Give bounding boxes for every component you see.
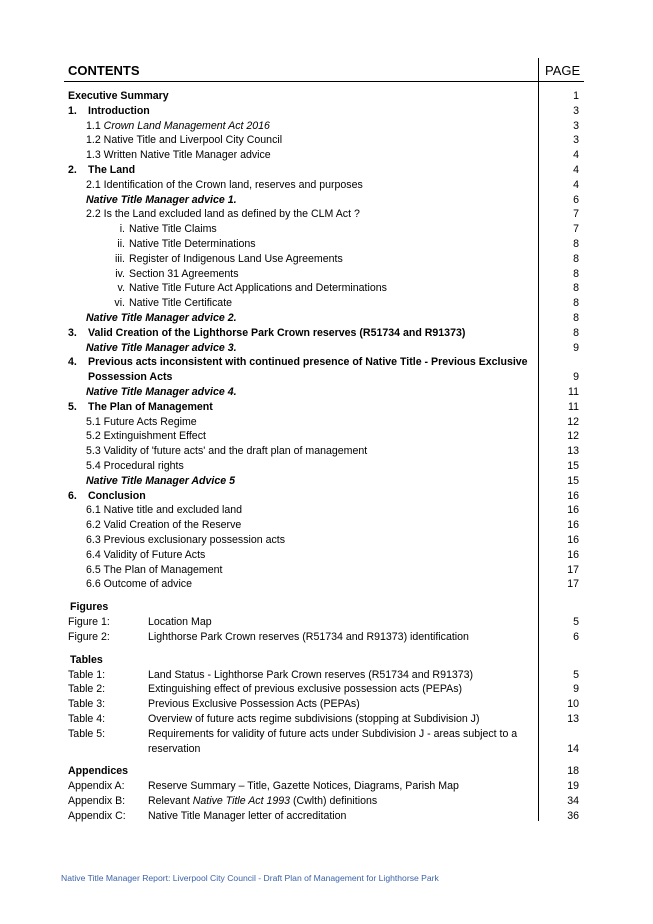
appendix-entry-a[interactable]: [0, 779, 653, 794]
toc-entry-section-2[interactable]: [0, 163, 653, 178]
toc-title: Native Title Claims: [129, 223, 217, 236]
table-entry-5[interactable]: [0, 727, 653, 757]
table-label: Table 2:: [68, 683, 106, 696]
toc-roman: ii.: [117, 237, 125, 250]
toc-page: 3: [573, 104, 579, 117]
toc-number: 3.: [68, 326, 77, 339]
toc-entry-section-5[interactable]: [0, 400, 653, 415]
tables-heading: Tables: [70, 653, 103, 666]
figure-desc: Lighthorse Park Crown reserves (R51734 and R91373) identification: [148, 630, 469, 643]
toc-entry-section-4[interactable]: [0, 355, 653, 370]
toc-entry-2-2-v[interactable]: [0, 281, 653, 296]
table-desc: Overview of future acts regime subdivisions (stopping at Subdivision J): [148, 713, 480, 726]
toc-title: Native Title Manager advice 1.: [86, 193, 237, 206]
toc-title: 1.2 Native Title and Liverpool City Council: [86, 134, 283, 147]
toc-title: Conclusion: [88, 489, 146, 502]
toc-page: 17: [567, 578, 579, 591]
toc-title: 5.4 Procedural rights: [86, 459, 184, 472]
toc-title: Previous acts inconsistent with continued presence of Native Title - Previous Exclusive: [88, 356, 528, 369]
toc-entry-2-2-iv[interactable]: [0, 267, 653, 282]
toc-page: 13: [567, 713, 579, 726]
figure-desc: Location Map: [148, 616, 212, 629]
toc-page: 3: [573, 134, 579, 147]
toc-entry-section-6[interactable]: [0, 489, 653, 504]
toc-page: 4: [573, 178, 579, 191]
appendix-desc: Reserve Summary – Title, Gazette Notices, Diagrams, Parish Map: [148, 780, 459, 793]
figure-entry-2[interactable]: [0, 630, 653, 645]
toc-page: 16: [567, 504, 579, 517]
toc-page: 10: [567, 698, 579, 711]
toc-entry-advice-5[interactable]: [0, 474, 653, 489]
toc-title: Register of Indigenous Land Use Agreements: [129, 252, 343, 265]
appendix-entry-b[interactable]: [0, 794, 653, 809]
toc-entry-6-3[interactable]: [0, 533, 653, 548]
toc-page: 15: [567, 474, 579, 487]
toc-title: The Land: [88, 163, 136, 176]
header-rule: [64, 81, 584, 82]
toc-page: 8: [573, 252, 579, 265]
appendix-desc-post: (Cwlth) definitions: [290, 795, 378, 808]
toc-entry-5-3[interactable]: [0, 444, 653, 459]
appendix-desc-pre: Relevant: [148, 795, 193, 808]
toc-page: 16: [567, 548, 579, 561]
toc-page: 7: [573, 223, 579, 236]
toc-page: 12: [567, 430, 579, 443]
toc-entry-2-2-ii[interactable]: [0, 237, 653, 252]
toc-page: 11: [568, 400, 579, 413]
toc-entry-1-3[interactable]: [0, 148, 653, 163]
toc-page: 4: [573, 149, 579, 162]
table-entry-4[interactable]: [0, 712, 653, 727]
toc-entry-section-1[interactable]: [0, 104, 653, 119]
toc-entry-6-2[interactable]: [0, 518, 653, 533]
toc-page: 16: [567, 489, 579, 502]
toc-page: 8: [573, 297, 579, 310]
toc-page: 8: [573, 282, 579, 295]
toc-title: Native Title Manager advice 4.: [86, 385, 237, 398]
toc-entry-advice-4[interactable]: [0, 385, 653, 400]
toc-number: 5.: [68, 400, 77, 413]
toc-number: 1.: [68, 104, 77, 117]
toc-page: 16: [567, 533, 579, 546]
toc-page: 16: [567, 519, 579, 532]
toc-entry-advice-1[interactable]: [0, 193, 653, 208]
table-label: Table 5:: [68, 727, 106, 740]
toc-entry-2-2-i[interactable]: [0, 222, 653, 237]
toc-page: 8: [573, 237, 579, 250]
appendix-entry-c[interactable]: [0, 809, 653, 824]
toc-roman: iii.: [114, 252, 125, 265]
table-desc: Requirements for validity of future acts under Subdivision J - areas subject to a reservation: [148, 727, 518, 755]
toc-title: Native Title Manager advice 2.: [86, 311, 237, 324]
toc-title: Executive Summary: [68, 90, 169, 102]
toc-title: 1.3 Written Native Title Manager advice: [86, 149, 271, 162]
toc-roman: vi.: [114, 297, 125, 310]
toc-page: 5: [573, 668, 579, 681]
toc-title: 6.6 Outcome of advice: [86, 578, 192, 591]
table-label: Table 3:: [68, 698, 106, 711]
toc-entry-5-2[interactable]: [0, 429, 653, 444]
toc-entry-6-1[interactable]: [0, 503, 653, 518]
toc-entry-6-6[interactable]: [0, 577, 653, 592]
toc-page: 13: [567, 445, 579, 458]
toc-title: 5.3 Validity of 'future acts' and the draft plan of management: [86, 445, 368, 458]
toc-number: 6.: [68, 489, 77, 502]
toc-page: 9: [573, 341, 579, 354]
toc-page: 11: [568, 385, 579, 398]
toc-title: Crown Land Management Act 2016: [103, 119, 270, 132]
toc-entry-advice-3[interactable]: [0, 341, 653, 356]
table-entry-1[interactable]: [0, 668, 653, 683]
toc-title-continued: Possession Acts: [88, 371, 173, 384]
toc-title: 6.2 Valid Creation of the Reserve: [86, 519, 242, 532]
appendices-heading[interactable]: Appendices 18: [68, 765, 579, 778]
toc-entry-section-3[interactable]: [0, 326, 653, 341]
toc-title: 5.1 Future Acts Regime: [86, 415, 197, 428]
toc-page: 34: [567, 795, 579, 808]
figure-label: Figure 1:: [68, 616, 110, 629]
toc-title: Valid Creation of the Lighthorse Park Crown reserves (R51734 and R91373): [88, 326, 466, 339]
toc-page: 6: [573, 630, 579, 643]
page-footer: Native Title Manager Report: Liverpool City Council - Draft Plan of Management for Lighthorse Park: [61, 873, 439, 883]
table-of-contents: [0, 89, 653, 824]
toc-page: 15: [567, 459, 579, 472]
toc-title: 2.2 Is the Land excluded land as defined by the CLM Act ?: [86, 208, 360, 221]
table-label: Table 4:: [68, 713, 106, 726]
appendix-label: Appendix C:: [68, 810, 126, 823]
toc-title: Native Title Manager Advice 5: [86, 474, 235, 487]
table-entry-3[interactable]: [0, 697, 653, 712]
toc-number: 4.: [68, 356, 77, 369]
table-desc: Previous Exclusive Possession Acts (PEPAs): [148, 698, 360, 711]
page-column-heading: PAGE: [545, 63, 581, 78]
toc-entry-5-4[interactable]: [0, 459, 653, 474]
toc-entry-2-1[interactable]: [0, 178, 653, 193]
table-label: Table 1:: [68, 668, 106, 681]
contents-heading: CONTENTS: [68, 63, 140, 78]
table-desc: Land Status - Lighthorse Park Crown reserves (R51734 and R91373): [148, 668, 474, 681]
toc-title: 5.2 Extinguishment Effect: [86, 430, 206, 443]
toc-page: 9: [573, 683, 579, 696]
toc-page: 18: [567, 765, 579, 778]
toc-entry-6-5[interactable]: [0, 563, 653, 578]
appendix-desc: Native Title Manager letter of accreditation: [148, 810, 347, 823]
figure-entry-1[interactable]: [0, 615, 653, 630]
toc-page: 4: [573, 163, 579, 176]
toc-page: 9: [573, 371, 579, 384]
toc-number: 2.: [68, 163, 77, 176]
toc-roman: v.: [117, 282, 125, 295]
toc-page: 19: [567, 780, 579, 793]
toc-roman: i.: [119, 223, 125, 236]
toc-title: Native Title Future Act Applications and Determinations: [129, 282, 387, 295]
toc-entry-1-2[interactable]: [0, 133, 653, 148]
toc-title: The Plan of Management: [88, 400, 213, 413]
toc-title: 2.1 Identification of the Crown land, reserves and purposes: [86, 178, 363, 191]
table-desc: Extinguishing effect of previous exclusive possession acts (PEPAs): [148, 683, 463, 696]
figure-label: Figure 2:: [68, 630, 110, 643]
toc-prefix: 1.1: [86, 119, 104, 132]
toc-roman: iv.: [115, 267, 125, 280]
toc-entry-5-1[interactable]: [0, 415, 653, 430]
toc-page: 3: [573, 119, 579, 132]
figures-heading: Figures: [70, 601, 109, 614]
toc-entry-2-2[interactable]: [0, 207, 653, 222]
appendix-label: Appendix B:: [68, 795, 126, 808]
appendix-desc-italic: Native Title Act 1993: [192, 795, 291, 808]
toc-page: 1: [573, 90, 579, 102]
toc-entry-2-2-iii[interactable]: [0, 252, 653, 267]
toc-page: 12: [567, 415, 579, 428]
toc-page: 14: [567, 742, 579, 755]
toc-page: 8: [573, 326, 579, 339]
toc-entry-1-1[interactable]: [0, 119, 653, 134]
toc-title: 6.5 The Plan of Management: [86, 563, 223, 576]
toc-entry-section-4-continued[interactable]: [0, 370, 653, 385]
toc-title: 6.3 Previous exclusionary possession acts: [86, 533, 286, 546]
toc-title: Section 31 Agreements: [129, 267, 239, 280]
appendix-label: Appendix A:: [68, 780, 125, 793]
toc-entry-advice-2[interactable]: [0, 311, 653, 326]
toc-page: 8: [573, 311, 579, 324]
toc-page: 6: [573, 193, 579, 206]
toc-page: 17: [567, 563, 579, 576]
toc-entry-2-2-vi[interactable]: [0, 296, 653, 311]
toc-title: Native Title Manager advice 3.: [86, 341, 237, 354]
toc-entry-6-4[interactable]: [0, 548, 653, 563]
toc-page: 7: [573, 208, 579, 221]
toc-page: 36: [567, 810, 579, 823]
toc-title: 6.4 Validity of Future Acts: [86, 548, 206, 561]
table-entry-2[interactable]: [0, 682, 653, 697]
toc-title: Native Title Determinations: [129, 237, 256, 250]
toc-title: Native Title Certificate: [129, 297, 233, 310]
toc-page: 5: [573, 616, 579, 629]
toc-title: Introduction: [88, 104, 150, 117]
toc-entry-executive-summary[interactable]: [0, 89, 653, 104]
toc-page: 8: [573, 267, 579, 280]
toc-title: 6.1 Native title and excluded land: [86, 504, 243, 517]
